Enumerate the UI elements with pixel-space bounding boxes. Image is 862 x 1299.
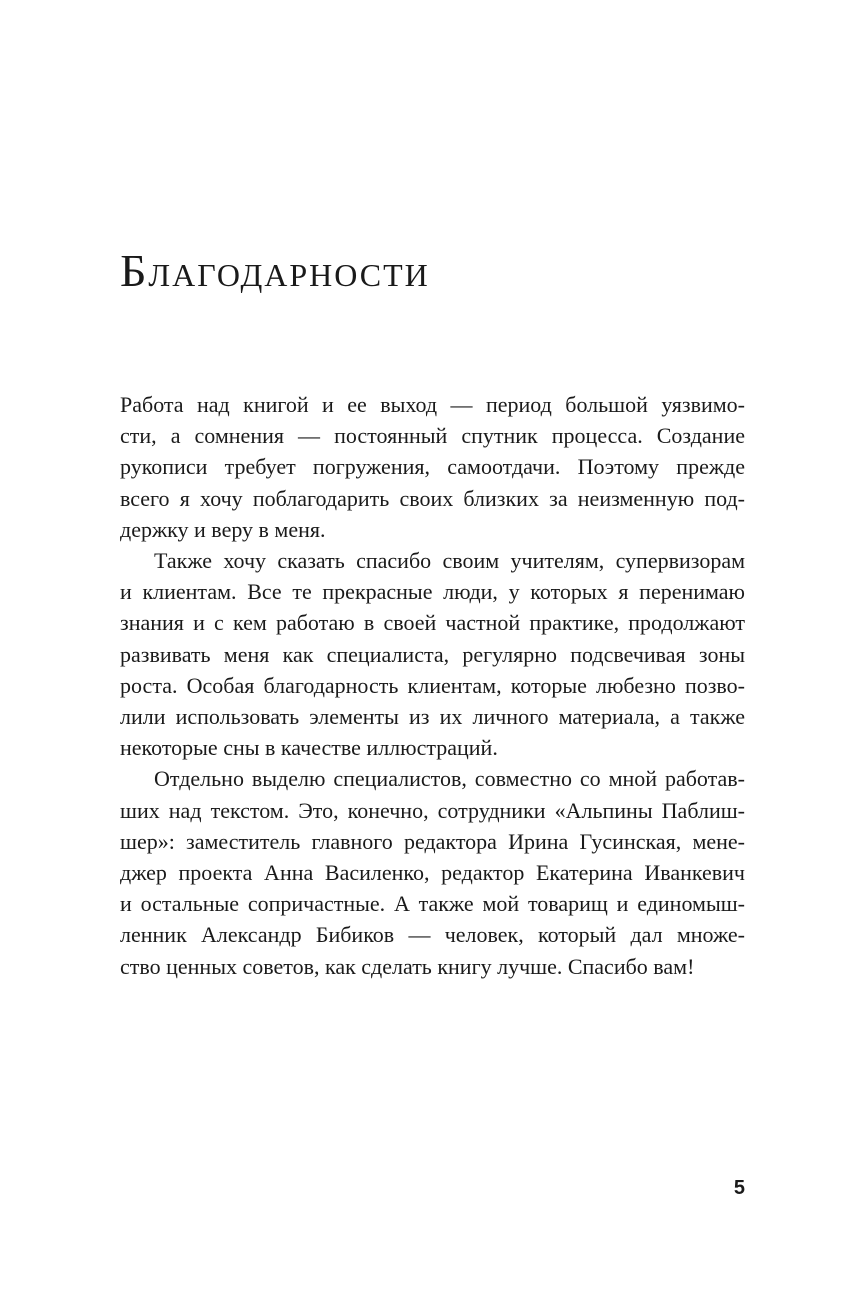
- text-line: сти, а сомнения — постоянный спутник процесса. Создание: [120, 423, 745, 449]
- body-text: [120, 389, 745, 982]
- text-line: Также хочу сказать спасибо своим учителям, супервизорам: [154, 548, 745, 574]
- text-line: Отдельно выделю специалистов, совместно со мной работав-: [154, 766, 745, 792]
- text-line: и остальные сопричастные. А также мой товарищ и единомыш-: [120, 891, 745, 917]
- text-line: развивать меня как специалиста, регулярно подсвечивая зоны: [120, 641, 745, 667]
- text-line: джер проекта Анна Василенко, редактор Екатерина Иванкевич: [120, 860, 745, 886]
- paragraph-1: [120, 389, 745, 545]
- paragraph-3: [120, 763, 745, 981]
- text-line: и клиентам. Все те прекрасные люди, у которых я перенимаю: [120, 579, 745, 605]
- page-number: 5: [733, 1177, 745, 1199]
- text-line: роста. Особая благодарность клиентам, которые любезно позво-: [120, 672, 745, 698]
- paragraph-2: [120, 545, 745, 763]
- text-line: рукописи требует погружения, самоотдачи. Поэтому прежде: [120, 454, 745, 480]
- text-line: Работа над книгой и ее выход — период большой уязвимо-: [120, 392, 745, 417]
- text-line: ших над текстом. Это, конечно, сотрудники «Альпины Паблиш-: [120, 797, 745, 823]
- text-line: ленник Александр Бибиков — человек, который дал множе-: [120, 922, 745, 948]
- text-line: держку и веру в меня.: [120, 516, 326, 542]
- text-line: ство ценных советов, как сделать книгу лучше. Спасибо вам!: [120, 953, 695, 979]
- text-line: шер»: заместитель главного редактора Ирина Гусинская, мене-: [120, 828, 745, 854]
- text-line: лили использовать элементы из их личного материала, а также: [120, 704, 745, 730]
- text-line: всего я хочу поблагодарить своих близких за неизменную под-: [120, 485, 745, 511]
- text-line: некоторые сны в качестве иллюстраций.: [120, 735, 498, 761]
- text-line: знания и с кем работаю в своей частной практике, продолжают: [120, 610, 745, 636]
- page-title: Благодарности: [120, 245, 430, 296]
